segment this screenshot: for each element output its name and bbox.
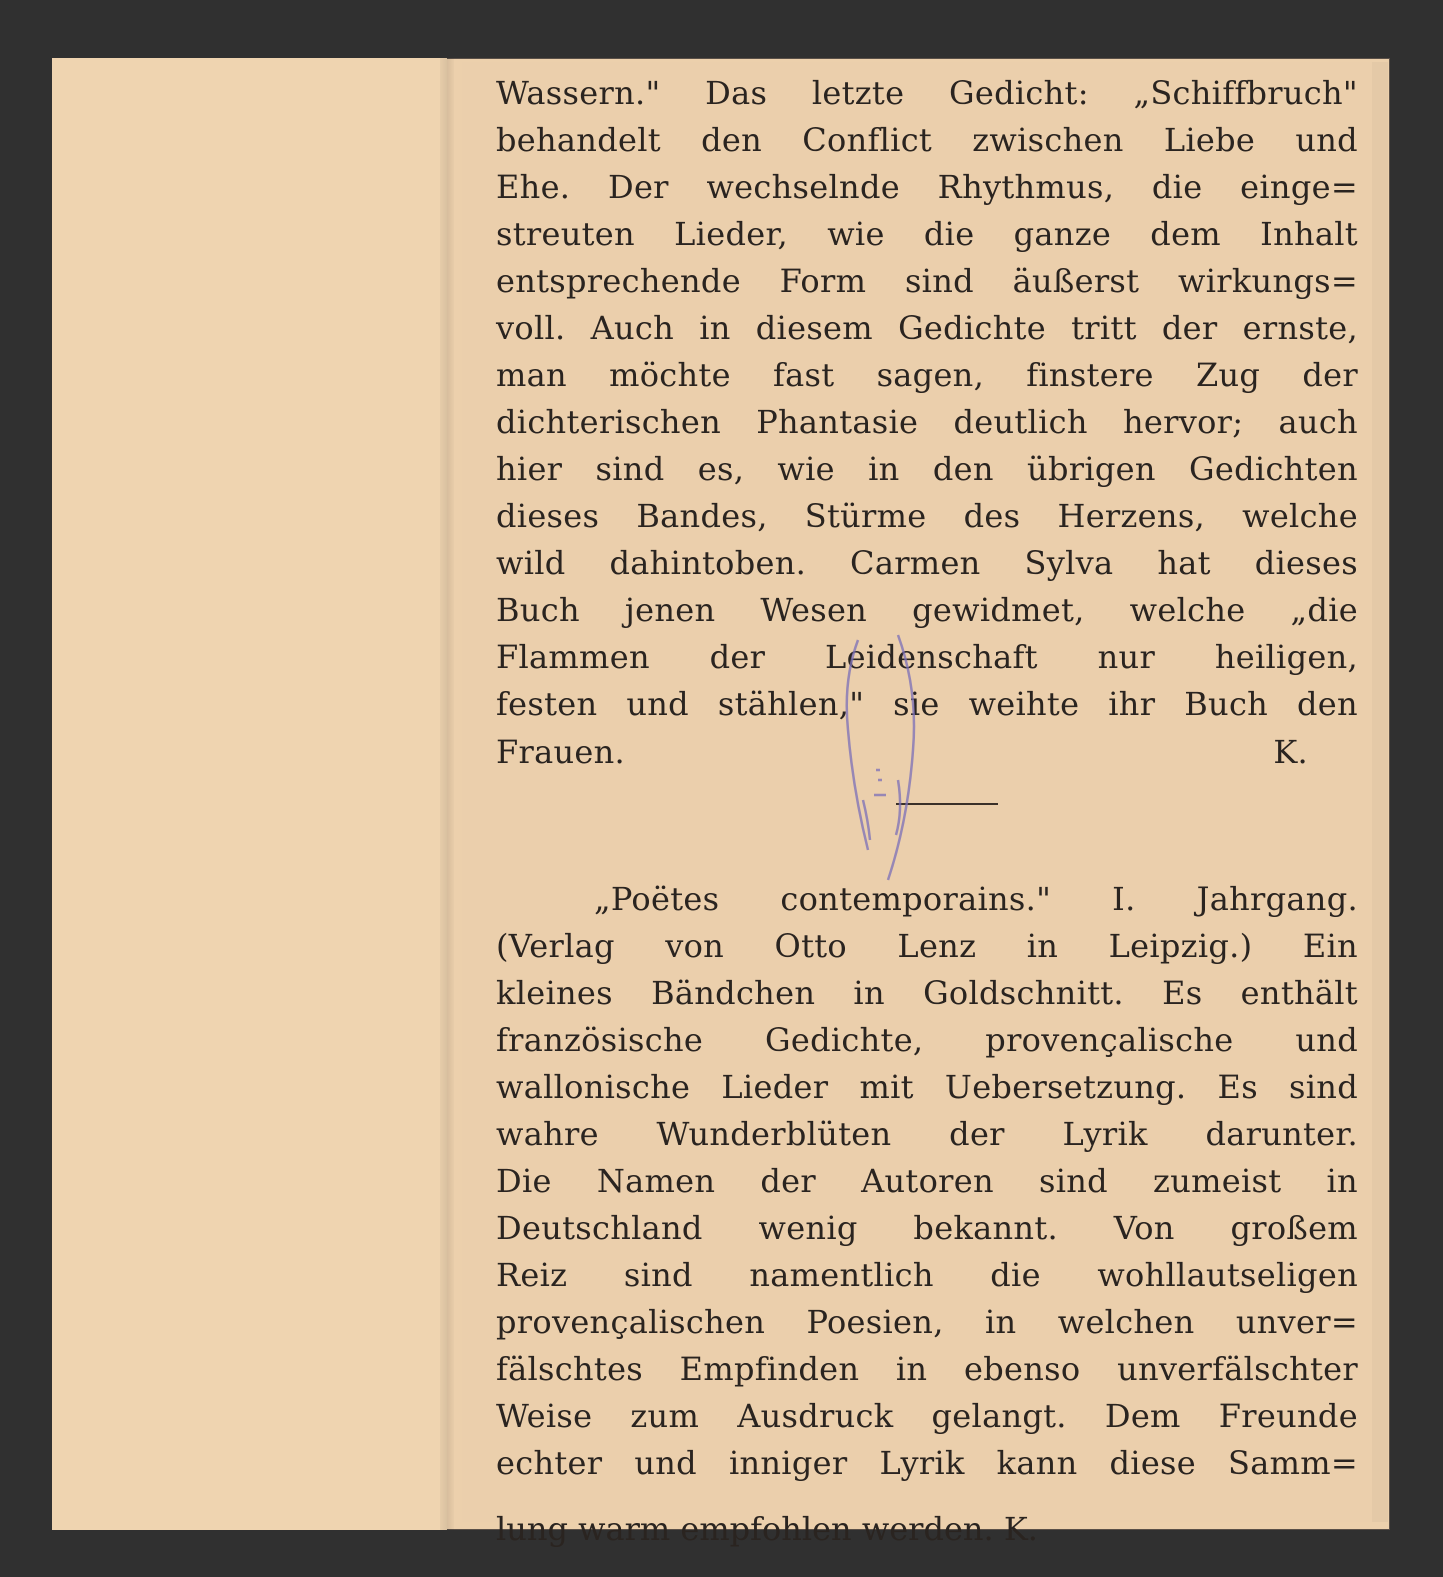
text-line bbox=[496, 923, 1358, 970]
text-line bbox=[496, 1299, 1358, 1346]
word: des bbox=[963, 497, 1021, 535]
text-line bbox=[496, 70, 1358, 117]
word: ihr bbox=[1108, 685, 1156, 723]
word: fälschtes bbox=[496, 1350, 644, 1388]
word: Buch bbox=[1184, 685, 1269, 723]
word: Gedichte bbox=[898, 309, 1047, 347]
word: streuten bbox=[496, 215, 635, 253]
word: äußerst bbox=[1012, 262, 1140, 300]
word: den bbox=[1297, 685, 1358, 723]
word: dieses bbox=[496, 497, 600, 535]
word: stählen," bbox=[717, 685, 865, 723]
word: Lenz bbox=[897, 927, 977, 965]
word: diesem bbox=[755, 309, 873, 347]
word: in bbox=[699, 309, 731, 347]
word: wechselnde bbox=[706, 168, 900, 206]
word: ebenso bbox=[963, 1350, 1081, 1388]
word: in bbox=[895, 1350, 928, 1388]
word: Ein bbox=[1302, 927, 1358, 965]
word: dichterischen bbox=[496, 403, 721, 441]
text-line bbox=[496, 970, 1358, 1017]
cut-off-line bbox=[496, 1506, 1358, 1522]
text-line bbox=[496, 493, 1358, 540]
word: wohllautseligen bbox=[1097, 1256, 1358, 1294]
word: (Verlag bbox=[496, 927, 615, 965]
word: sind bbox=[1039, 1162, 1108, 1200]
word: Reiz bbox=[496, 1256, 568, 1294]
word: Rhythmus, bbox=[937, 168, 1115, 206]
word: sind bbox=[595, 450, 665, 488]
word: Goldschnitt. bbox=[923, 974, 1124, 1012]
word: wenig bbox=[758, 1209, 858, 1247]
word: die bbox=[990, 1256, 1041, 1294]
text-line bbox=[496, 352, 1358, 399]
word: übrigen bbox=[1027, 450, 1156, 488]
word: unver= bbox=[1235, 1303, 1358, 1341]
word: Auch bbox=[590, 309, 675, 347]
word: wie bbox=[777, 450, 835, 488]
word: französische bbox=[496, 1021, 704, 1059]
word: Otto bbox=[774, 927, 847, 965]
word: Es bbox=[1162, 974, 1203, 1012]
word: Empfinden bbox=[679, 1350, 860, 1388]
word: hat bbox=[1157, 544, 1211, 582]
text-line bbox=[496, 540, 1358, 587]
word: bekannt. bbox=[913, 1209, 1058, 1247]
word: gelangt. bbox=[931, 1397, 1067, 1435]
word: finstere bbox=[1026, 356, 1154, 394]
word: behandelt bbox=[496, 121, 661, 159]
word: und bbox=[1295, 121, 1358, 159]
word: dem bbox=[1150, 215, 1221, 253]
text-line bbox=[496, 117, 1358, 164]
word: Samm= bbox=[1228, 1444, 1358, 1482]
word: unverfälschter bbox=[1117, 1350, 1358, 1388]
word: Zug bbox=[1195, 356, 1261, 394]
backing-fold bbox=[440, 58, 454, 1530]
word: Bändchen bbox=[651, 974, 816, 1012]
word: sie bbox=[893, 685, 940, 723]
word: Flammen bbox=[496, 638, 650, 676]
text-line bbox=[496, 1064, 1358, 1111]
word: Ehe. bbox=[496, 168, 571, 206]
word: wahre bbox=[496, 1115, 599, 1153]
word: Poesien, bbox=[806, 1303, 944, 1341]
word: Ausdruck bbox=[737, 1397, 894, 1435]
word: provençalische bbox=[985, 1021, 1234, 1059]
word: man bbox=[496, 356, 567, 394]
word: wie bbox=[827, 215, 885, 253]
word: in bbox=[1026, 927, 1059, 965]
library-stamp-icon bbox=[828, 620, 938, 910]
word: festen bbox=[496, 685, 598, 723]
word: auch bbox=[1278, 403, 1358, 441]
word: gewidmet, bbox=[912, 591, 1085, 629]
word: der bbox=[760, 1162, 817, 1200]
word: contemporains." bbox=[780, 880, 1052, 918]
word: der bbox=[1302, 356, 1358, 394]
word: welche bbox=[1242, 497, 1358, 535]
word: Der bbox=[607, 168, 669, 206]
word: Wunderblüten bbox=[656, 1115, 892, 1153]
word: namentlich bbox=[749, 1256, 934, 1294]
word: Deutschland bbox=[496, 1209, 703, 1247]
word: die bbox=[1151, 168, 1203, 206]
word: Conflict bbox=[802, 121, 933, 159]
signature: K. bbox=[1273, 733, 1308, 771]
word: Das bbox=[705, 74, 768, 112]
word: inniger bbox=[728, 1444, 848, 1482]
word: der bbox=[949, 1115, 1005, 1153]
word: darunter. bbox=[1205, 1115, 1358, 1153]
text-line bbox=[496, 1393, 1358, 1440]
word: hervor; bbox=[1122, 403, 1244, 441]
word: I. bbox=[1112, 880, 1136, 918]
word: Namen bbox=[596, 1162, 716, 1200]
word: den bbox=[932, 450, 994, 488]
word: Leidenschaft bbox=[825, 638, 1038, 676]
clipping-edge bbox=[1372, 62, 1388, 1522]
word: Stürme bbox=[804, 497, 927, 535]
word: Von bbox=[1113, 1209, 1175, 1247]
word: dahintoben. bbox=[609, 544, 807, 582]
word: „Schiffbruch" bbox=[1133, 74, 1358, 112]
word: dieses bbox=[1254, 544, 1358, 582]
word: Lieder, bbox=[674, 215, 789, 253]
text-line bbox=[496, 446, 1358, 493]
word: diese bbox=[1109, 1444, 1197, 1482]
word: welche bbox=[1129, 591, 1246, 629]
word: tritt bbox=[1071, 309, 1137, 347]
word: nur bbox=[1097, 638, 1156, 676]
word: Inhalt bbox=[1260, 215, 1358, 253]
text-line bbox=[496, 1346, 1358, 1393]
word: Liebe bbox=[1163, 121, 1256, 159]
text-line bbox=[496, 399, 1358, 446]
word: großem bbox=[1230, 1209, 1358, 1247]
word: enthält bbox=[1240, 974, 1358, 1012]
backing-sheet-left-panel bbox=[52, 58, 447, 1530]
word: ganze bbox=[1013, 215, 1112, 253]
word: in bbox=[1326, 1162, 1358, 1200]
word: welchen bbox=[1057, 1303, 1195, 1341]
word: Leipzig.) bbox=[1108, 927, 1253, 965]
word: sagen, bbox=[876, 356, 985, 394]
word: entsprechende bbox=[496, 262, 741, 300]
word: kleines bbox=[496, 974, 613, 1012]
word: Gedichten bbox=[1189, 450, 1358, 488]
word: wirkungs= bbox=[1178, 262, 1358, 300]
word: der bbox=[1161, 309, 1218, 347]
word: weihte bbox=[968, 685, 1080, 723]
word: Wesen bbox=[760, 591, 868, 629]
word: von bbox=[665, 927, 725, 965]
word: heiligen, bbox=[1214, 638, 1358, 676]
word: Form bbox=[779, 262, 867, 300]
word: die bbox=[923, 215, 975, 253]
word: Carmen bbox=[850, 544, 981, 582]
word: in bbox=[868, 450, 900, 488]
word: einge= bbox=[1240, 168, 1358, 206]
word: sind bbox=[623, 1256, 693, 1294]
text-line bbox=[496, 876, 1358, 923]
word: Gedicht: bbox=[949, 74, 1089, 112]
word: Sylva bbox=[1024, 544, 1114, 582]
paragraph-poetes-contemporains bbox=[496, 876, 1358, 1487]
word: Freunde bbox=[1218, 1397, 1358, 1435]
word: der bbox=[709, 638, 766, 676]
word: kann bbox=[996, 1444, 1078, 1482]
word: Die bbox=[496, 1162, 552, 1200]
word: Bandes, bbox=[636, 497, 768, 535]
word: Weise bbox=[496, 1397, 593, 1435]
word: Frauen. bbox=[496, 733, 626, 771]
word: mit bbox=[859, 1068, 914, 1106]
text-line bbox=[496, 1440, 1358, 1487]
text-line bbox=[496, 305, 1358, 352]
word: Lieder bbox=[721, 1068, 829, 1106]
text-line bbox=[496, 1158, 1358, 1205]
text-line bbox=[496, 1205, 1358, 1252]
word: Dem bbox=[1104, 1397, 1181, 1435]
word: fast bbox=[773, 356, 835, 394]
word: jenen bbox=[624, 591, 716, 629]
word: provençalischen bbox=[496, 1303, 766, 1341]
word: Lyrik bbox=[879, 1444, 965, 1482]
word: sind bbox=[1289, 1068, 1358, 1106]
text-line bbox=[496, 211, 1358, 258]
word: zwischen bbox=[972, 121, 1124, 159]
word: wild bbox=[496, 544, 566, 582]
word: und bbox=[626, 685, 689, 723]
word: Es bbox=[1217, 1068, 1258, 1106]
word: in bbox=[853, 974, 885, 1012]
word: „die bbox=[1290, 591, 1358, 629]
word: ernste, bbox=[1242, 309, 1358, 347]
word: es, bbox=[697, 450, 745, 488]
text-line bbox=[496, 1252, 1358, 1299]
text-line bbox=[496, 258, 1358, 305]
word: „Poëtes bbox=[594, 880, 720, 918]
text-line bbox=[496, 1111, 1358, 1158]
word: hier bbox=[496, 450, 563, 488]
word: zumeist bbox=[1153, 1162, 1282, 1200]
word: voll. bbox=[496, 309, 566, 347]
text-line bbox=[496, 1017, 1358, 1064]
word: Autoren bbox=[861, 1162, 994, 1200]
word: Wassern." bbox=[496, 74, 661, 112]
word: in bbox=[984, 1303, 1017, 1341]
word: echter bbox=[496, 1444, 603, 1482]
word: Lyrik bbox=[1062, 1115, 1148, 1153]
word: Herzens, bbox=[1057, 497, 1206, 535]
word: Buch bbox=[496, 591, 580, 629]
word: Uebersetzung. bbox=[944, 1068, 1187, 1106]
word: den bbox=[701, 121, 763, 159]
word: letzte bbox=[811, 74, 905, 112]
word: Gedichte, bbox=[764, 1021, 924, 1059]
word: Jahrgang. bbox=[1196, 880, 1358, 918]
word: deutlich bbox=[953, 403, 1088, 441]
word: möchte bbox=[609, 356, 731, 394]
word: und bbox=[634, 1444, 697, 1482]
word: zum bbox=[630, 1397, 700, 1435]
word: Phantasie bbox=[756, 403, 919, 441]
word: wallonische bbox=[496, 1068, 691, 1106]
word: sind bbox=[904, 262, 974, 300]
text-line bbox=[496, 164, 1358, 211]
word: und bbox=[1295, 1021, 1358, 1059]
